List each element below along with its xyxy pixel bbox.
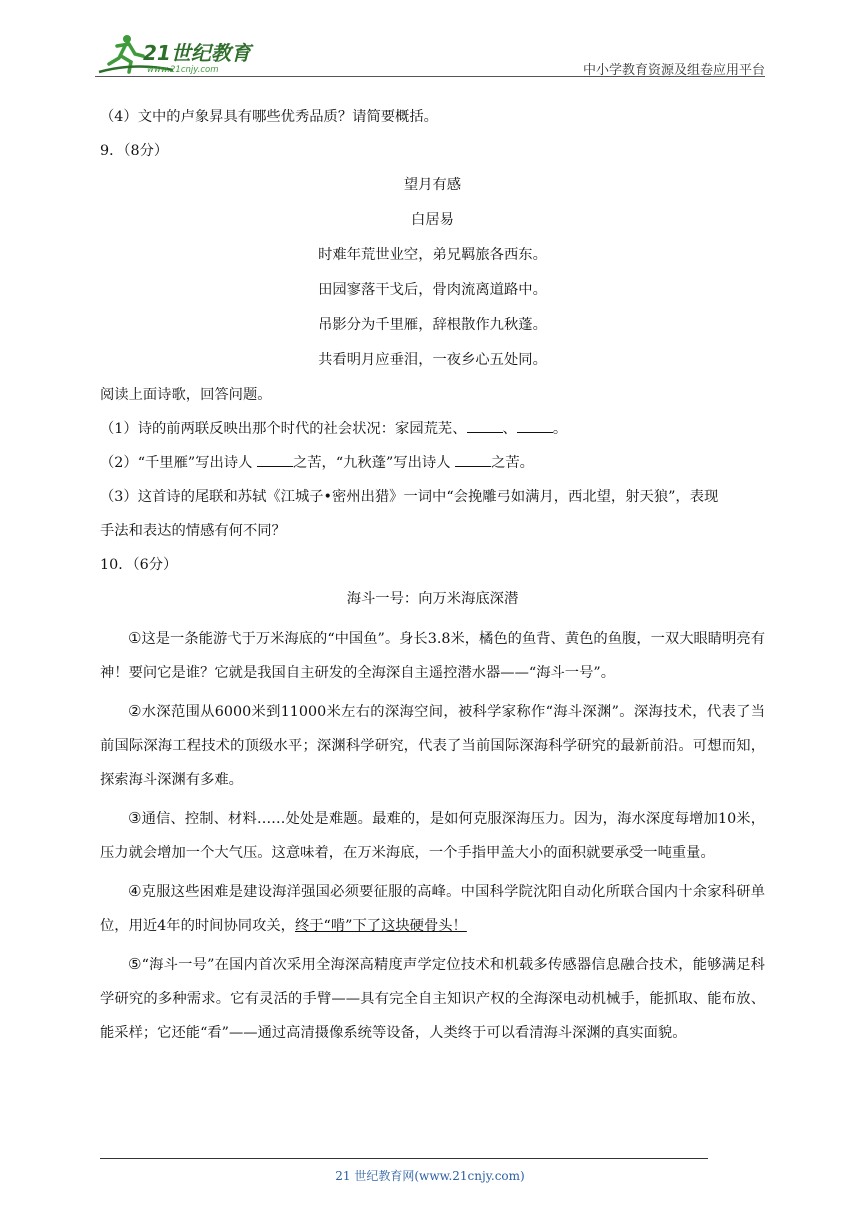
question-9-instruction: 阅读上面诗歌，回答问题。 <box>100 387 272 403</box>
page-header <box>95 32 765 80</box>
poem-line: 吊影分为千里雁，辞根散作九秋蓬。 <box>318 317 547 333</box>
question-9-3-line1: （3）这首诗的尾联和苏轼《江城子•密州出猎》一词中“会挽雕弓如满月，西北望，射天狼”，表现 <box>100 489 719 505</box>
header-divider <box>95 76 765 77</box>
footer-text[interactable]: 21 世纪教育网(www.21cnjy.com) <box>335 1169 525 1183</box>
article-paragraph-2: ②水深范围从6000米到11000米左右的深海空间，被科学家称作“海斗深渊”。深海技术，代表了当前国际深海工程技术的顶级水平；深渊科学研究，代表了当前国际深海科学研究的最新前沿。可想而知，探索海斗深渊有多难。 <box>100 702 765 788</box>
footer-divider <box>100 1158 708 1159</box>
article-title: 海斗一号：向万米海底深潜 <box>346 591 519 607</box>
question-9-1: （1）诗的前两联反映出那个时代的社会状况：家园荒芜、 、 。 <box>100 412 765 446</box>
svg-text:www.21cnjy.com: www.21cnjy.com <box>147 65 219 75</box>
question-8-4: （4）文中的卢象昇具有哪些优秀品质？请简要概括。 <box>100 109 438 125</box>
poem-line: 田园寥落干戈后，骨肉流离道路中。 <box>318 282 547 298</box>
question-9-3-line2: 手法和表达的情感有何不同？ <box>100 523 286 539</box>
platform-name: 中小学教育资源及组卷应用平台 <box>582 63 765 78</box>
poem-title: 望月有感 <box>403 177 462 193</box>
question-9-2: （2）“千里雁”写出诗人 之苦，“九秋蓬”写出诗人 之苦。 <box>100 446 765 480</box>
poem-line: 时难年荒世业空，弟兄羁旅各西东。 <box>318 247 547 263</box>
document-body <box>100 100 765 1050</box>
article-paragraph-4: ④克服这些困难是建设海洋强国必须要征服的高峰。中国科学院沈阳自动化所联合国内十余家科研单位，用近4年的时间协同攻关，终于“啃”下了这块硬骨头！ <box>100 882 765 934</box>
question-9-number: 9．（8分） <box>100 143 169 159</box>
article-paragraph-3: ③通信、控制、材料……处处是难题。最难的，是如何克服深海压力。因为，海水深度每增加10米，压力就会增加一个大气压。这意味着，在万米海底，一个手指甲盖大小的面积就要承受一吨重量。 <box>100 809 765 861</box>
answer-blank[interactable] <box>467 418 503 433</box>
logo-21cnjy <box>95 32 265 78</box>
underlined-sentence: 终于“啃”下了这块硬骨头！ <box>294 918 467 934</box>
answer-blank[interactable] <box>455 452 491 467</box>
poem-author: 白居易 <box>411 212 454 228</box>
answer-blank[interactable] <box>517 418 553 433</box>
question-10-number: 10．（6分） <box>100 557 178 573</box>
article-paragraph-1: ①这是一条能游弋于万米海底的“中国鱼”。身长3.8米，橘色的鱼背、黄色的鱼腹，一双大眼睛明亮有神！要问它是谁？它就是我国自主研发的全海深自主遥控潜水器——“海斗一号”。 <box>100 629 765 681</box>
answer-blank[interactable] <box>257 452 293 467</box>
svg-text:21世纪教育: 21世纪教育 <box>143 41 251 65</box>
poem-line: 共看明月应垂泪，一夜乡心五处同。 <box>318 352 547 368</box>
article-paragraph-5: ⑤“海斗一号”在国内首次采用全海深高精度声学定位技术和机载多传感器信息融合技术，能够满足科学研究的多种需求。它有灵活的手臂——具有完全自主知识产权的全海深电动机械手，能抓取、能布放、能采样；它还能“看”——通过高清摄像系统等设备，人类终于可以看清海斗深渊的真实面貌。 <box>100 955 765 1041</box>
